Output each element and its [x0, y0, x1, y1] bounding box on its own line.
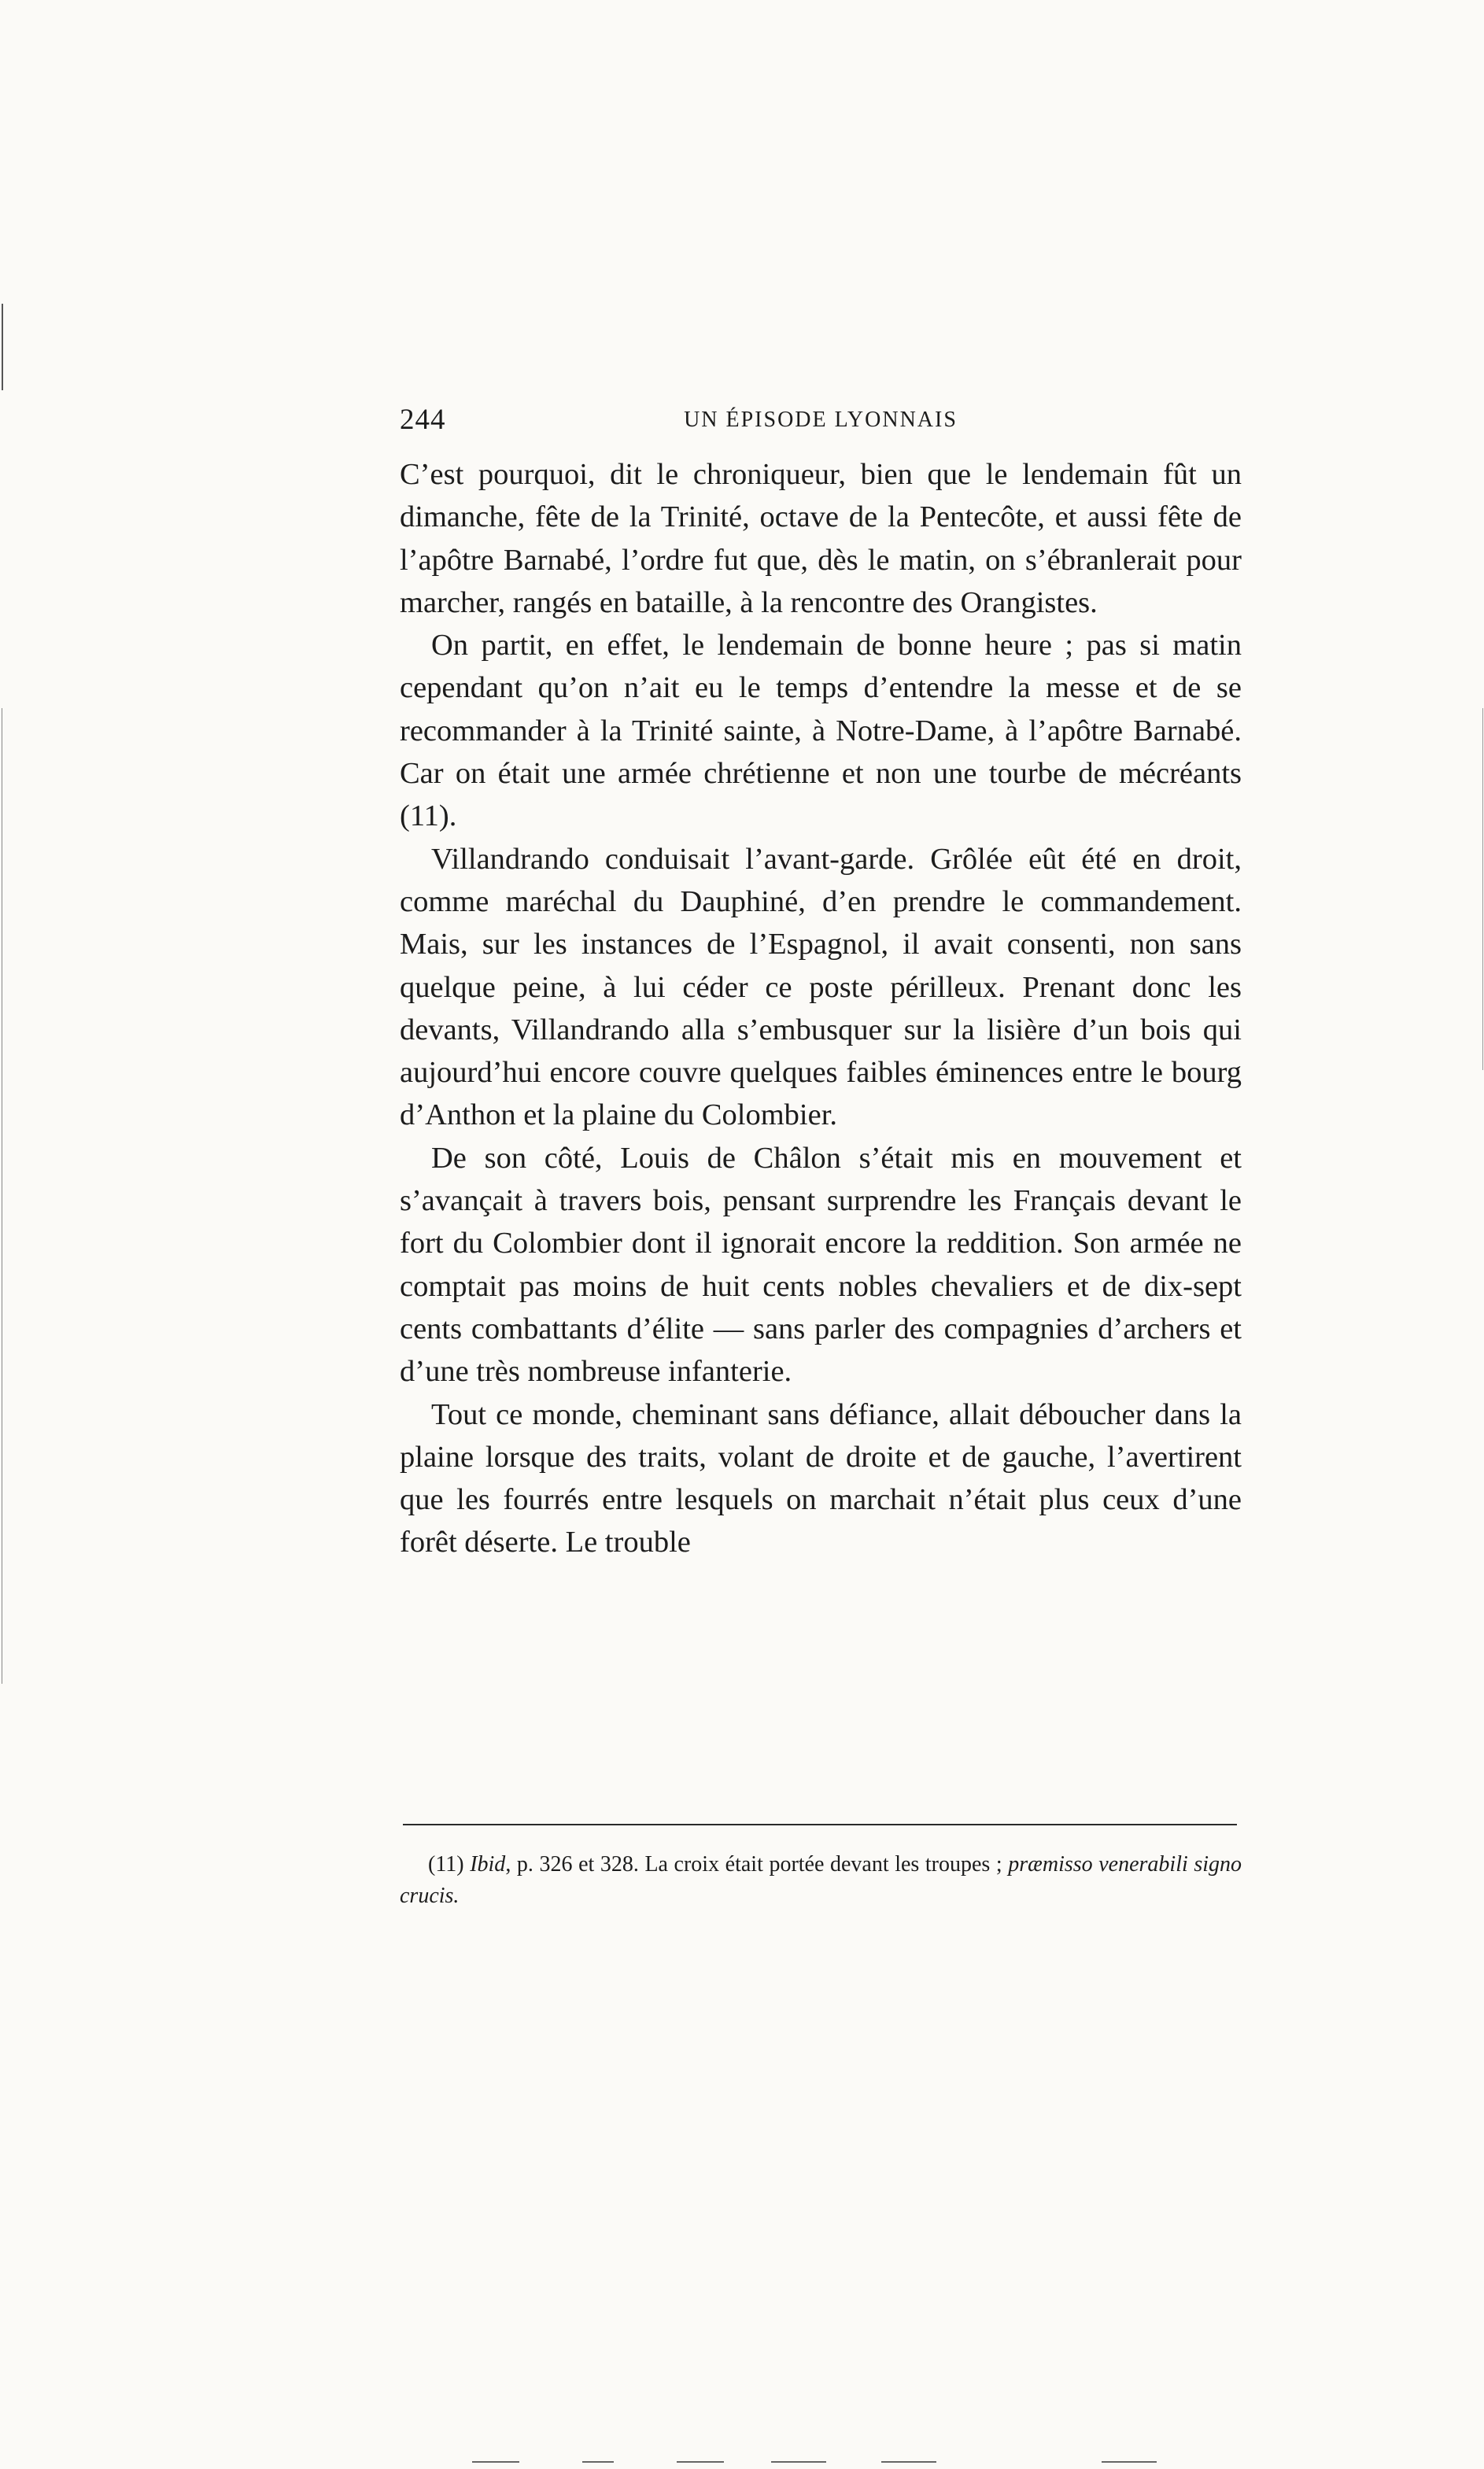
footnote-rule: [403, 1824, 1237, 1825]
footnote: [400, 1849, 1242, 1912]
paragraph-2: On partit, en effet, le lendemain de bonne heure ; pas si matin cependant qu’on n’ait eu le temps d’entendre la messe et de se recommander à la Trinité sainte, à Notre-Dame, à l’apôtre Barnabé. Car on était une armée chrétienne et non une tourbe de mécréants (11).: [400, 629, 1242, 833]
paragraph-1: C’est pourquoi, dit le chroniqueur, bien que le lendemain fût un dimanche, fête de la Trinité, octave de la Pentecôte, et aussi fête de l’apôtre Barnabé, l’ordre fut que, dès le matin, on s’ébranlerait pour marcher, rangés en bataille, à la rencontre des Orangistes.: [400, 458, 1242, 619]
scan-bottom-mark: [771, 2461, 826, 2463]
scan-margin-mark: [1482, 708, 1483, 1070]
footnote-latin-quote: præmisso venerabili signo crucis.: [400, 1852, 1242, 1908]
footnote-ibid: Ibid: [470, 1852, 506, 1877]
paragraph-5: Tout ce monde, cheminant sans défiance, allait déboucher dans la plaine lorsque des traits, volant de droite et de gauche, l’avertirent que les fourrés entre lesquels on marchait n’était plus ceux d’une forêt déserte. Le trouble: [400, 1397, 1242, 1559]
running-title: UN ÉPISODE LYONNAIS: [684, 408, 958, 432]
paragraph-4: De son côté, Louis de Châlon s’était mis en mouvement et s’avançait à travers bois, pensant surprendre les Français devant le fort du Colombier dont il ignorait encore la reddition. Son armée ne comptait pas moins de huit cents nobles chevaliers et de dix-sept cents combattants d’élite — sans parler des compagnies d’archers et d’une très nombreuse infanterie.: [400, 1141, 1242, 1389]
footnote-reference: , p. 326 et 328. La croix était portée devant les troupes ;: [505, 1852, 1002, 1877]
scan-bottom-mark: [1102, 2461, 1157, 2463]
body-text: [400, 453, 1242, 1564]
page-number: 244: [400, 404, 446, 436]
page-header: [400, 403, 1242, 442]
scan-bottom-mark: [677, 2461, 724, 2463]
scan-margin-mark: [2, 304, 3, 390]
scan-bottom-mark: [472, 2461, 519, 2463]
scan-bottom-mark: [582, 2461, 614, 2463]
footnote-number: (11): [428, 1852, 464, 1877]
footnote-11: [400, 1849, 1242, 1912]
scan-bottom-mark: [881, 2461, 936, 2463]
paragraph-3: Villandrando conduisait l’avant-garde. Grôlée eût été en droit, comme maréchal du Dauphiné, d’en prendre le commandement. Mais, sur les instances de l’Espagnol, il avait consenti, non sans quelque peine, à lui céder ce poste périlleux. Prenant donc les devants, Villandrando alla s’embusquer sur la lisière d’un bois qui aujourd’hui encore couvre quelques faibles éminences entre le bourg d’Anthon et la plaine du Colombier.: [400, 842, 1242, 1132]
